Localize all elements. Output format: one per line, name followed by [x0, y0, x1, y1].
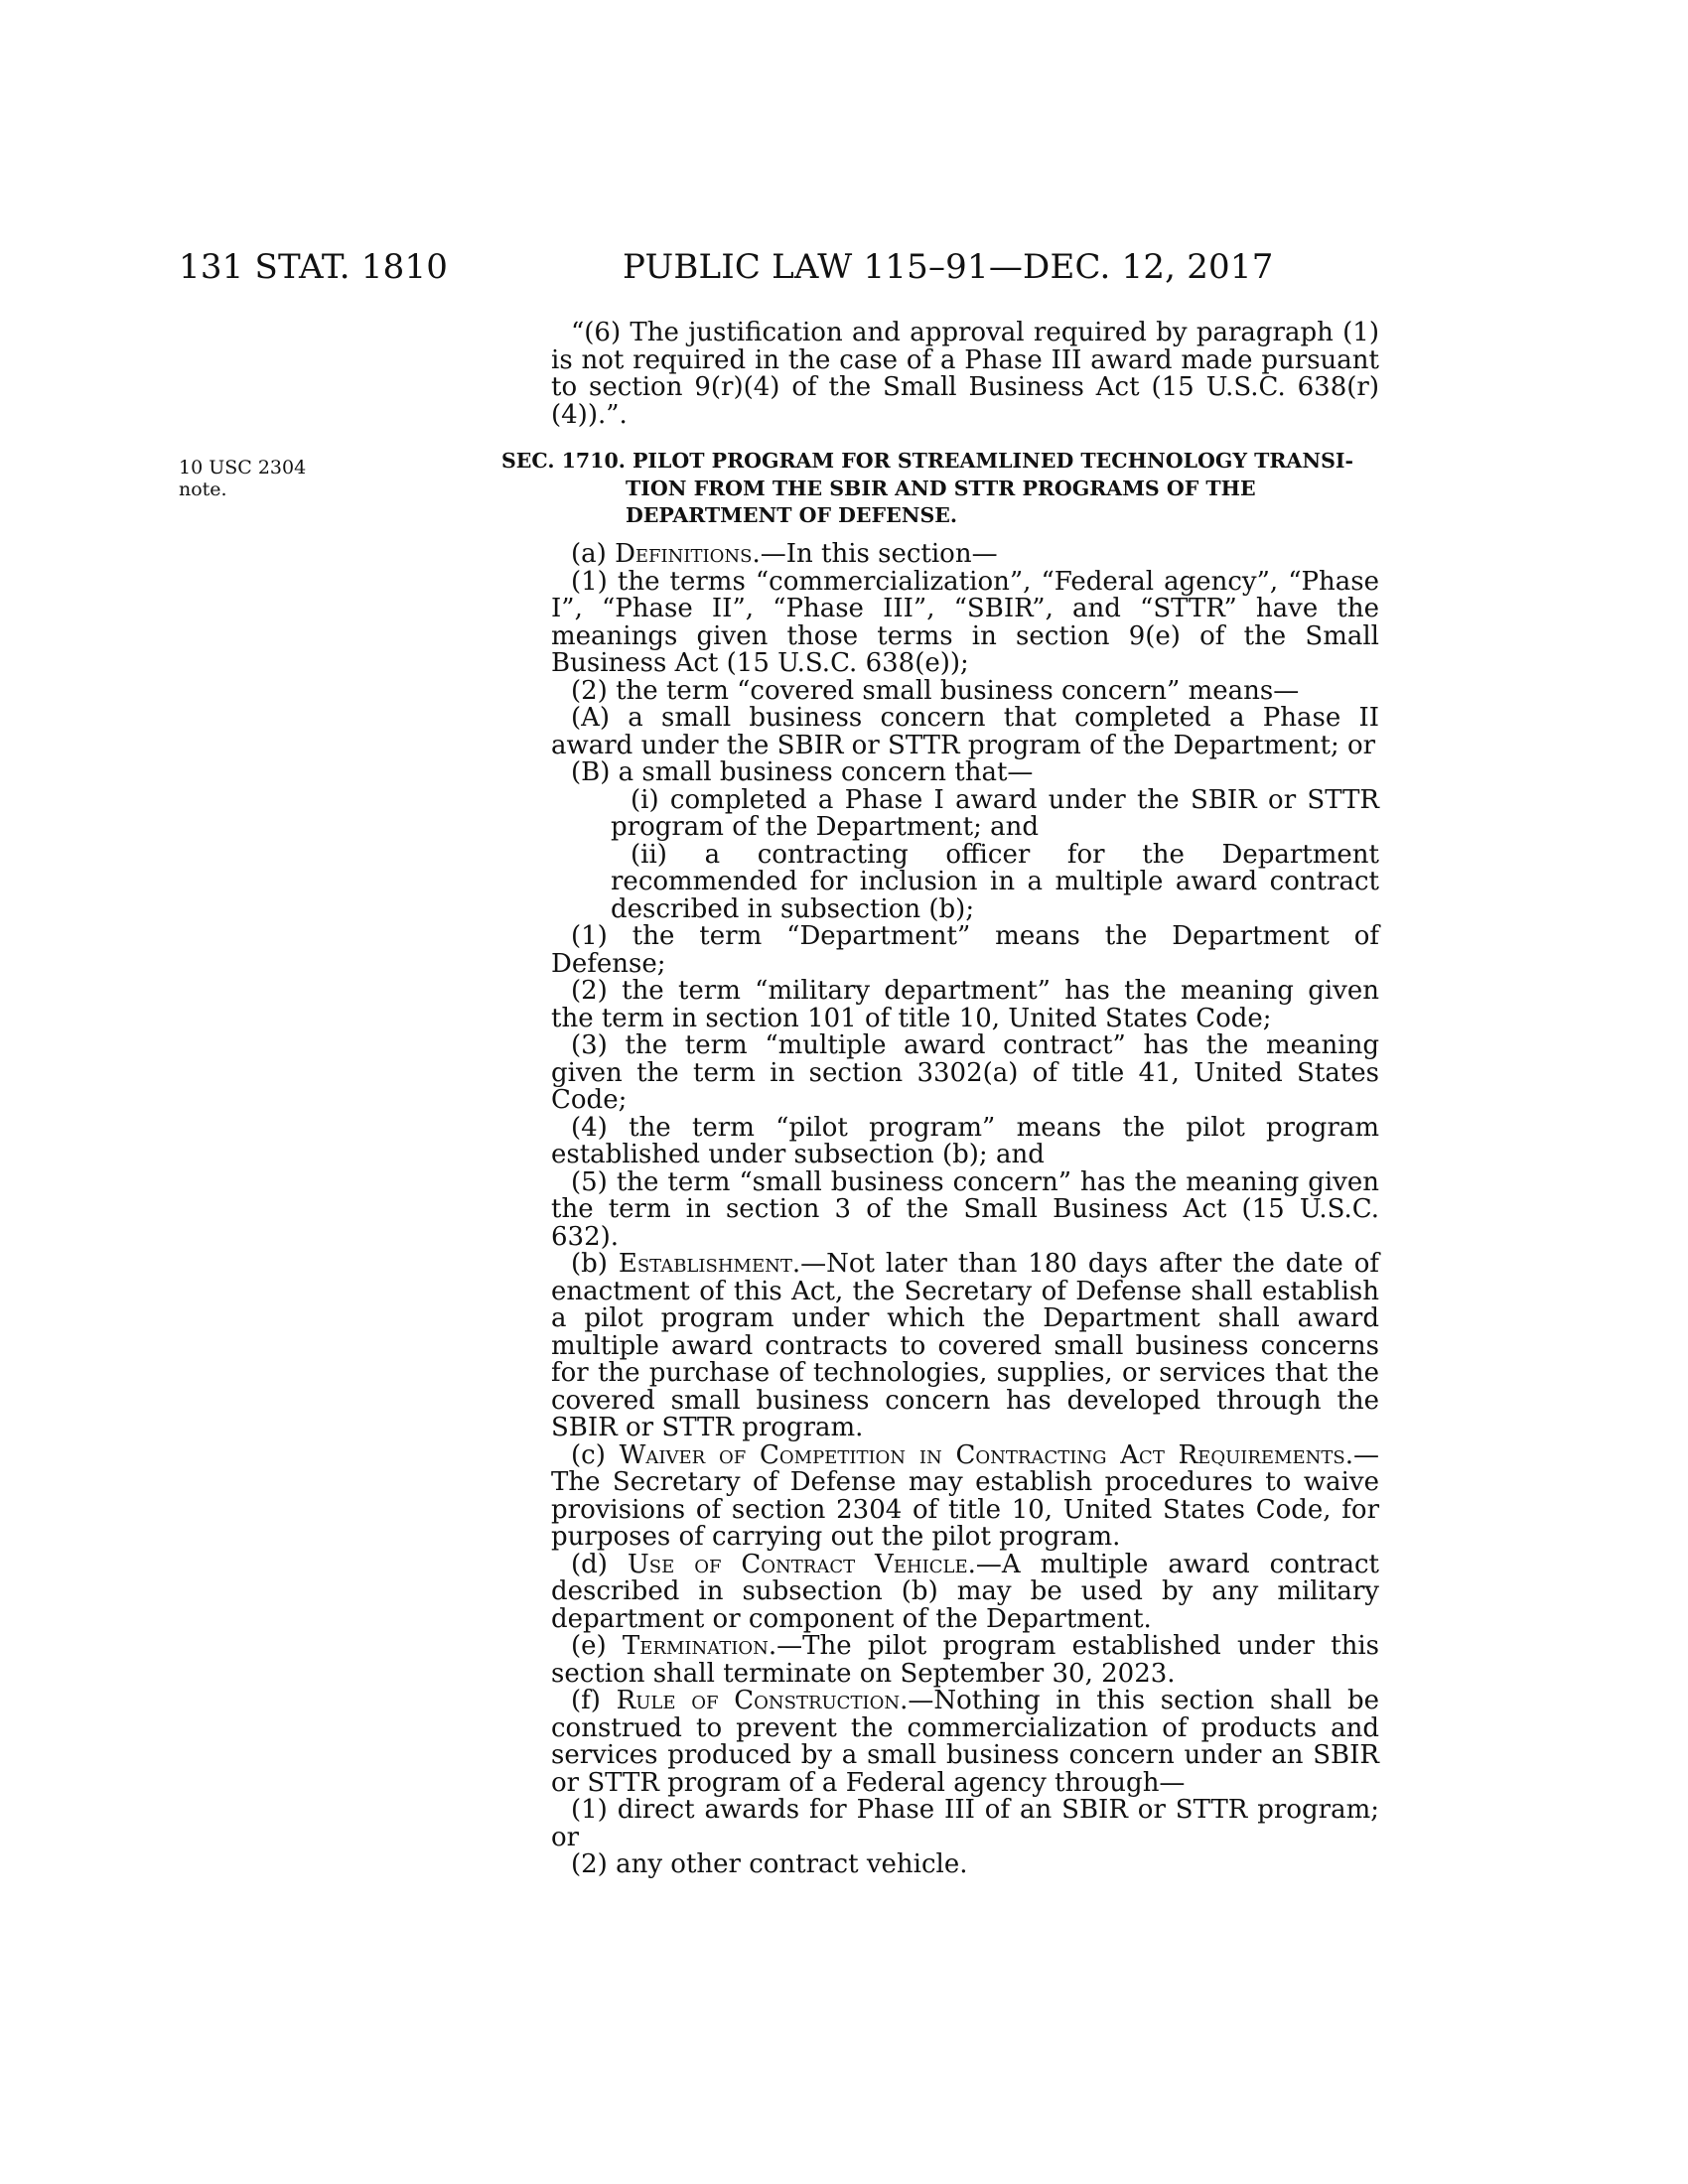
- definition-2-B-ii: (ii) a contracting officer for the Department recommended for inclusion in a multiple award contract described in subsection (b);: [611, 839, 1379, 924]
- definition-1: (1) the terms “commercialization”, “Federal agency”, “Phase I”, “Phase II”, “Phase III”, “SBIR”, and “STTR” have the meanings given those terms in section 9(e) of the Small Business Act (15 U.S.C. 638(e));: [551, 566, 1379, 678]
- subsection-b-heading: Establishment: [618, 1249, 792, 1279]
- page-header: [179, 244, 1370, 290]
- section-heading-line-3: DEPARTMENT OF DEFENSE.: [626, 503, 958, 527]
- definition-2: (2) the term “covered small business concern” means—: [571, 675, 1300, 706]
- margin-note-citation: 10 USC 2304: [179, 457, 307, 478]
- subsection-f-1: (1) direct awards for Phase III of an SBIR or STTR program; or: [551, 1795, 1379, 1852]
- definition-2-A: (A) a small business concern that completed a Phase II award under the SBIR or STTR program of the Department; or: [551, 703, 1379, 760]
- section-heading-line-2: TION FROM THE SBIR AND STTR PROGRAMS OF THE: [626, 476, 1256, 500]
- subsection-a: (a) Definitions.—In this section—: [571, 539, 998, 569]
- subsection-c-heading: Waiver of Competition in Contracting Act Requirements: [619, 1439, 1345, 1470]
- subsection-f-heading: Rule of Construction: [616, 1686, 901, 1715]
- margin-note-label: note.: [179, 478, 227, 500]
- subsection-f-2: (2) any other contract vehicle.: [571, 1849, 968, 1879]
- public-law-title: PUBLIC LAW 115–91—DEC. 12, 2017: [623, 247, 1274, 287]
- definition-2-B-i: (i) completed a Phase I award under the SBIR or STTR program of the Department; and: [611, 784, 1379, 842]
- intro-block: [551, 320, 1379, 429]
- definition-military-department: (2) the term “military department” has the meaning given the term in section 101 of title 10, United States Code;: [551, 976, 1379, 1033]
- section-heading: [501, 448, 1380, 530]
- subsection-c: (c) Waiver of Competition in Contracting Act Requirements.—The Secretary of Defense may establish procedures to waive provisions of section 2304 of title 10, United States Code, for purposes of carrying out the pilot program.: [551, 1439, 1379, 1552]
- subsection-d-heading: Use of Contract Vehicle: [627, 1549, 968, 1579]
- subsection-b: (b) Establishment.—Not later than 180 days after the date of enactment of this Act, the Secretary of Defense shall establish a pilot program under which the Department shall award multiple award contracts to covered small business concerns for the purchase of technologies, supplies, or services that the covered small business concern has developed through the SBIR or STTR program.: [551, 1249, 1379, 1442]
- subsection-a-heading: Definitions: [615, 539, 753, 569]
- subsection-e: (e) Termination.—The pilot program established under this section shall terminate on September 30, 2023.: [551, 1631, 1379, 1689]
- definition-2-B: (B) a small business concern that—: [571, 757, 1034, 787]
- section-heading-line-1: SEC. 1710. PILOT PROGRAM FOR STREAMLINED TECHNOLOGY TRANSI-: [501, 449, 1353, 473]
- definition-multiple-award-contract: (3) the term “multiple award contract” has the meaning given the term in section 3302(a) of title 41, United States Code;: [551, 1030, 1379, 1115]
- subsection-e-heading: Termination: [622, 1631, 769, 1661]
- subsection-f: (f) Rule of Construction.—Nothing in this section shall be construed to prevent the commercialization of products and services produced by a small business concern under an SBIR or STTR program of a Federal agency through—: [551, 1686, 1379, 1798]
- intro-paragraph: “(6) The justification and approval required by paragraph (1) is not required in the case of a Phase III award made pursuant to section 9(r)(4) of the Small Business Act (15 U.S.C. 638(r)(4)).”.: [551, 318, 1379, 430]
- subsection-d: (d) Use of Contract Vehicle.—A multiple award contract described in subsection (b) may be used by any military department or component of the Department.: [551, 1549, 1379, 1634]
- section-body: [551, 541, 1379, 1879]
- definition-pilot-program: (4) the term “pilot program” means the pilot program established under subsection (b); and: [551, 1112, 1379, 1169]
- definition-department: (1) the term “Department” means the Department of Defense;: [551, 921, 1379, 979]
- definition-small-business-concern: (5) the term “small business concern” has the meaning given the term in section 3 of the Small Business Act (15 U.S.C. 632).: [551, 1166, 1379, 1252]
- margin-note: [179, 457, 357, 500]
- statute-page-number: 131 STAT. 1810: [179, 247, 449, 287]
